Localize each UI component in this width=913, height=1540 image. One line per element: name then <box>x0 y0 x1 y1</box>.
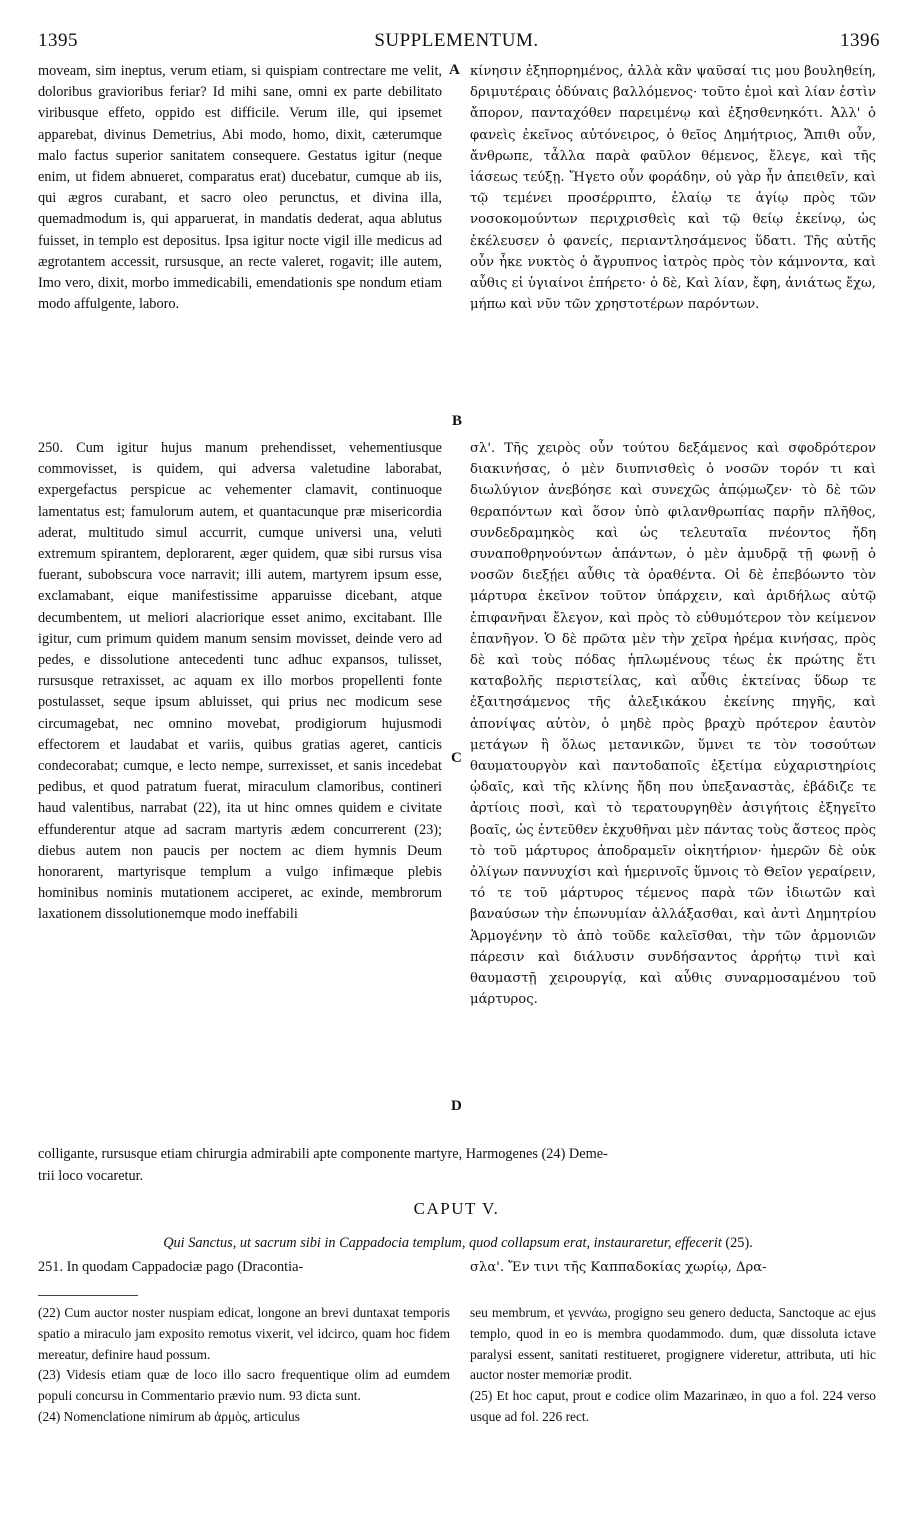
footnotes-left <box>38 1303 450 1428</box>
footnote-25: (25) Et hoc caput, prout e codice olim Mazarinæo, in quo a fol. 224 verso usque ad fol. 226 rect. <box>470 1388 876 1424</box>
left-page-number: 1395 <box>38 30 78 51</box>
footnotes-right <box>470 1303 876 1428</box>
latin-paragraph-249: moveam, sim ineptus, verum etiam, si quispiam contrectare me velit, doloribus gravioribus feriar? Id mihi sane, omni ex parte debilitato viribusque effeto, oppido est difficile. Verum ille, qui ipsemet apparebat, divinus Demetrius, Abi modo, homo, dixit, cæterumque malo factus superior sanitatem consequere. Gestatus igitur (neque enim, ut fidem abnueret, comparatus erat) ducebatur, cumque ab iis, qui ægros curabant, et sacro oleo perunctus, et divina illa, quemadmodum is, qui apparuerat, in mandatis dederat, aqua ablutus fuisset, in templo est depositus. Ipsa igitur nocte vigil ille medicus ad ægrotantem accessit, rursusque, an recte valeret, rogavit; ille autem, Imo vero, dixit, morbo immedicabili, emendationis spe nondum etiam modo affulgente, laboro. <box>38 63 442 313</box>
running-title: SUPPLEMENTUM. <box>374 30 539 51</box>
greek-paragraph-250: σλ'. Τῆς χειρὸς οὖν τούτου δεξάμενος καὶ σφοδρότερον διακινήσας, ὁ μὲν διυπνισθεὶς ὁ νοσῶν τορόν τι καὶ διωλύγιον ἀνεβόησε καὶ συνεχῶς ἀπῴμωζεν· τὸ δὲ τῶν θεραπόντων καὶ ὅσον ὑπὸ φιλανθρωπίας παρῆν πλῆθος, συνδεδραμηκὸς καὶ ὡς τελευταῖα πνέοντος ἤδη συναποθρηνούντων ἁπάντων, ὁ μὲν ἀμυδρᾷ τῇ φωνῇ ὁ νοσῶν διεξῄει αὖθις τὰ ὁραθέντα. Οἱ δὲ ἐπεβόωντο τὸν μάρτυρα ἐκεῖνον τοῦτον ὑπάρχειν, καὶ ἀριδήλως αὐτῷ ἐπιφανῆναι ἔλεγον, καὶ πρὸς τὸ εὐθυμότερον τὸν κείμενον ἐπανῆγον. Ὁ δὲ πρῶτα μὲν τὴν χεῖρα ἠρέμα κινήσας, πρὸς δὲ καὶ τοὺς πόδας ἡπλωμένους τέως ἐκ πρώτης ἔτι καταβολῆς περιστείλας, καὶ αὖθις ἐκτείνας ὕδωρ τε ἐξαιτησάμενος τῆς ἀλεξικάκου ἐκείνης πηγῆς, καὶ ἀπονίψας αὐτὸν, ὁ μηδὲ πρὸς βραχὺ πρότερον ἑαυτὸν μετάγων ἢ ὅλως μετανικῶν, ὕμνει τε τὸν τοσούτων θαυματουργὸν καὶ παντοδαποῖς ἐξετίμα εὐχαριστηρίοις ᾠδαῖς, καὶ τῆς κλίνης ἤδη που ὑπεξαναστὰς, ἐβάδιζε τε ἀρτίοις ποσὶ, καὶ τὸ τερατουργηθὲν ἀσιγήτοις ἐξηγεῖτο βοαῖς, ὡς ἐντεῦθεν ἐκχυθῆναι μὲν πάντας τοὺς ἄστεος πρὸς τὸ τοῦ μάρτυρος ἀποδραμεῖν οἰκητήριον· ἡμερῶν δὲ οὐκ ὀλίγων παννυχίσι καὶ ἡμερινοῖς ὕμνοις τὸ Θεῖον γεραίρειν, τό τε τοῦ μάρτυρος τέμενος παρὰ τῶν ἰδιωτῶν καὶ βαναύσων τὴν ἐπωνυμίαν ἀλλάξασθαι, καὶ ἀντὶ Δημητρίου Ἁρμογένην τὸ ἀπὸ τοῦδε καλεῖσθαι, τὴν τῶν ἁρμονιῶν πάρεσιν καὶ διάλυσιν συνδήσαντος ἀρρήτῳ τινὶ καὶ θαυμαστῇ χειρουργίᾳ, καὶ αὖθις συναρμοσαμένου τοῦ μάρτυρος. <box>470 441 876 1008</box>
greek-paragraph-249: κίνησιν ἐξηπορημένος, ἀλλὰ κἂν ψαῦσαί τις μου βουληθείη, δριμυτέραις ὀδύναις βαλλόμενος· τοῦτο ἐμοὶ καὶ λίαν ἐστὶν ἄπορον, πανταχόθεν παρειμένῳ καὶ ἐξησθενηκότι. Ἀλλ' ὁ φανεὶς ἐκεῖνος αὐτόνειρος, ὁ θεῖος Δημήτριος, Ἄπιθι οὖν, ἄνθρωπε, τἆλλα παρὰ φαῦλον θέμενος, ἔλεγε, καὶ τῆς ἰάσεως τεύξῃ. Ἤγετο οὖν φοράδην, οὐ γὰρ ἦν ἀπειθεῖν, καὶ τῷ τεμένει προσέρριπτο, ἐλαίῳ τε ἁγίῳ πρὸς τῶν νοσοκομούντων περιχρισθεὶς καὶ τῷ θείῳ ἐκείνῳ, ὡς ἐκέλευσεν ὁ φανείς, περιαντλησάμενος ὕδατι. Τῆς αὐτῆς οὖν ἧκε νυκτὸς ὁ ἄγρυπνος ἰατρὸς πρὸς τὸν κάμνοντα, καὶ αὖθις εἰ ὑγιαίνοι ἐπήρετο· ὁ δὲ, Καὶ λίαν, ἔφη, ἀνιάτως ἔχω, μήπω καὶ νῦν τῶν χρηστοτέρων παρόντων. <box>470 64 876 313</box>
footnote-divider <box>38 1295 138 1296</box>
footnote-23: (23) Videsis etiam quæ de loco illo sacro frequentique olim ad eumdem populi concursu in Commentario prævio num. 93 dicta sunt. <box>38 1367 450 1404</box>
section-marker-a: A <box>449 62 460 78</box>
footnote-24-continued: seu membrum, et γεννάω, progigno seu genero deducta, Sanctoque ac ejus templo, quod in eo is membra quodammodo. dum, quæ dissoluta ictave paralysi essent, sanitati restitueret, progignere videretur, attributa, uti hic auctor noster memoriæ prodit. <box>470 1305 876 1383</box>
footnote-22: (22) Cum auctor noster nuspiam edicat, longone an brevi duntaxat temporis spatio a miraculo jam exposito remotus vixerit, vel idcirco, quam hoc fidem mereatur, definire haud possum. <box>38 1305 450 1362</box>
footnote-24: (24) Nomenclatione nimirum ab ἀρμὸς, articulus <box>38 1408 300 1424</box>
latin-paragraph-251: 251. In quodam Cappadociæ pago (Dracontia- <box>38 1259 304 1275</box>
greek-paragraph-251: σλα'. Ἔν τινι τῆς Καππαδοκίας χωρίῳ, Δρα- <box>470 1260 767 1275</box>
closing-line: colligante, rursusque etiam chirurgia admirabili apte componente martyre, Harmogenes (24) Deme- <box>38 1146 608 1162</box>
section-marker-c: C <box>451 750 462 766</box>
section-marker-b: B <box>452 413 463 429</box>
chapter-heading: CAPUT V. <box>413 1199 500 1218</box>
section-marker-d: D <box>451 1098 462 1114</box>
chapter-summary <box>38 1235 878 1252</box>
chapter-summary-text: Qui Sanctus, ut sacrum sibi in Cappadocia templum, quod collapsum erat, instauraretur, effecerit <box>163 1235 722 1251</box>
closing-line-end: trii loco vocaretur. <box>38 1168 144 1184</box>
right-page-number: 1396 <box>840 30 880 51</box>
chapter-summary-note-ref: (25). <box>725 1235 753 1251</box>
latin-paragraph-250: 250. Cum igitur hujus manum prehendisset, vehementiusque commovisset, is quidem, qui adversa valetudine laborabat, expergefactus perspicue ac vehementer clamavit, continuoque lamentatus est; famulorum autem, et quantacunque præ misericordia aderat, multitudo simul accurrit, cumque universi una, veluti extremum spirantem, deplorarent, æger quidem, quæ sibi rursus visa fuerant, subobscura voce narravit; illi autem, martyrem ipsum esse, exclamabant, eique manifestissime apparuisse dicebant, atque decumbentem, ut meliori alacriorique esset animo, excitabant. Ille igitur, cum primum quidem manum sensim movisset, deinde vero ad pedes, e dissolutione antecedenti tunc adhuc expansos, tulisset, rursusque retraxisset, ac aquam ex illo morbos propellenti fonte postulasset, seque ipsum abluisset, qui prius nec modicum sese circumagebat, nec omnino movebat, prodigiorum hujusmodi effectorem et laudabat et variis, quibus gratias ageret, canticis condecorabat; cumque, e lecto nempe, surrexisset, et sanis incedebat pedibus, et quod patratum fuerat, miraculum clamoribus, contineri haud valentibus, narrabat (22), ita ut hinc omnes quidem e civitate effunderentur atque ad sacram martyris ædem concurrerent (23); diebus autem non paucis per noctem ac diem hymnis Deum honorarent, martyrisque templum a vulgo infimæque plebis hominibus nominis mutationem acciperet, ac exinde, membrorum laxationem dissolutionemque modo ineffabili <box>38 440 442 923</box>
